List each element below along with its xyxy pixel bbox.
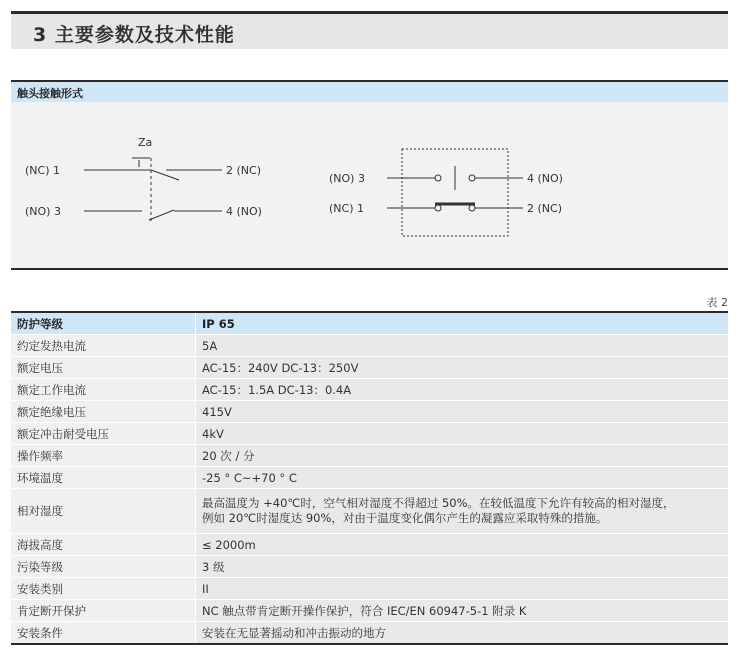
row-value: 20 次 / 分 [196, 445, 729, 467]
row-value: AC-15：240V DC-13：250V [196, 357, 729, 379]
table-row [11, 556, 728, 578]
row-value: AC-15：1.5A DC-13：0.4A [196, 379, 729, 401]
row-key: 肯定断开保护 [11, 600, 196, 622]
left-row2-left-label: (NO) 3 [25, 205, 61, 218]
row-key: 额定冲击耐受电压 [11, 423, 196, 445]
contact-diagram-area [11, 102, 728, 270]
row-value: 安装在无显著摇动和冲击振动的地方 [196, 622, 729, 645]
row-value: -25 ° C~+70 ° C [196, 467, 729, 489]
right-switch-diagram [387, 149, 523, 236]
row-key: 海拔高度 [11, 534, 196, 556]
left-row1-left-label: (NC) 1 [25, 164, 60, 177]
header-key: 防护等级 [11, 312, 196, 335]
contact-form-title: 触头接触形式 [17, 87, 83, 100]
row-key: 额定电压 [11, 357, 196, 379]
table-row [11, 379, 728, 401]
table-row [11, 622, 728, 645]
table-number: 表 2 [706, 296, 728, 309]
right-row2-left-label: (NC) 1 [329, 202, 364, 215]
left-no-contact [149, 210, 174, 220]
row-value: 4kV [196, 423, 729, 445]
row-key: 额定工作电流 [11, 379, 196, 401]
row-value: NC 触点带肯定断开操作保护，符合 IEC/EN 60947-5-1 附录 K [196, 600, 729, 622]
row-key: 相对湿度 [11, 489, 196, 534]
row-key: 环境温度 [11, 467, 196, 489]
section-header [11, 11, 728, 49]
left-switch-diagram [84, 158, 222, 222]
section-title: 3 主要参数及技术性能 [33, 24, 235, 46]
row-value-line: 例如 20℃时湿度达 90%，对由于温度变化偶尔产生的凝露应采取特殊的措施。 [202, 511, 608, 525]
table-row [11, 467, 728, 489]
header-value: IP 65 [196, 312, 729, 335]
row-value: 5A [196, 335, 729, 357]
contact-diagram [11, 102, 728, 268]
table-row [11, 335, 728, 357]
right-row2-right-label: 2 (NC) [527, 202, 562, 215]
row-key: 安装条件 [11, 622, 196, 645]
row-key: 污染等级 [11, 556, 196, 578]
table-row [11, 534, 728, 556]
table-header-row [11, 312, 728, 335]
row-key: 操作频率 [11, 445, 196, 467]
right-row1-right-label: 4 (NO) [527, 172, 563, 185]
row-value: 415V [196, 401, 729, 423]
row-value [196, 489, 729, 534]
right-switch-box [402, 149, 508, 236]
right-nc-terminal-a [435, 205, 441, 211]
row-value: 3 级 [196, 556, 729, 578]
table-row [11, 489, 728, 534]
right-no-terminal-a [435, 175, 441, 181]
table-row [11, 600, 728, 622]
right-row1-left-label: (NO) 3 [329, 172, 365, 185]
left-row2-right-label: 4 (NO) [226, 205, 262, 218]
parameters-table [11, 311, 728, 645]
row-key: 安装类别 [11, 578, 196, 600]
table-row [11, 401, 728, 423]
left-switch-label: Za [138, 136, 153, 149]
right-nc-terminal-b [469, 205, 475, 211]
row-key: 约定发热电流 [11, 335, 196, 357]
table-row [11, 445, 728, 467]
row-value-line: 最高温度为 +40℃时，空气相对湿度不得超过 50%。在较低温度下允许有较高的相对湿度， [202, 496, 675, 510]
table-row [11, 578, 728, 600]
right-no-terminal-b [469, 175, 475, 181]
row-value: ≤ 2000m [196, 534, 729, 556]
row-value: II [196, 578, 729, 600]
table-row [11, 357, 728, 379]
table-row [11, 423, 728, 445]
left-nc-contact [151, 170, 179, 180]
left-row1-right-label: 2 (NC) [226, 164, 261, 177]
contact-form-bar [11, 80, 728, 102]
row-key: 额定绝缘电压 [11, 401, 196, 423]
